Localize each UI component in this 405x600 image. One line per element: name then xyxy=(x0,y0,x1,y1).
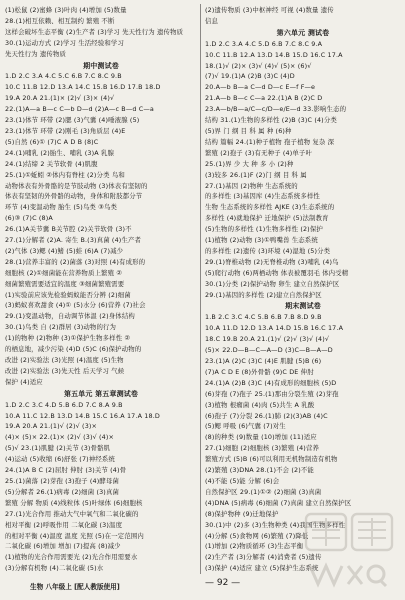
answer-line: 1.D 2.C 3.A 4.C 5.C 6.B 7.C 8.C 9.B xyxy=(5,72,122,81)
answer-line: 18.C 19.B 20.A 21.(1)√ (2)√ (3)√ (4)√ xyxy=(205,335,330,344)
answer-line: 27.(1)光合作用 推动大气中氧气和二氧化碳的 xyxy=(5,509,139,518)
answer-line: (1)实验前应该先检验蚂蚁能否分辨 (2)细菌 xyxy=(5,290,131,299)
answer-line: 1.D 2.C 3.A 4.C 5.D 6.B 7.C 8.C 9.A xyxy=(205,39,323,48)
answer-line: 结构 31.(1)生物的多样性 (2)B (3)C (4)分类 xyxy=(205,116,337,125)
answer-line: 环节 (4)变温动物 胎生 (5)鸟类 ③鸟类 xyxy=(5,203,118,212)
section-heading: 第六单元 测试卷 xyxy=(276,28,330,37)
answer-line: (5)√ 23.(1)肌腱 (2)关节 (3)骨骼肌 xyxy=(5,444,111,453)
answer-line: (1)的物种 (2)物种 (3)①保护生物多样性 ② xyxy=(5,334,131,343)
answer-line: 30.(1)鸟类 自 (2)群居 (3)动物的行为 xyxy=(5,323,117,332)
answer-line: (3)植物 根瘤菌 (4)肉 (5)共生 A 乳酸 xyxy=(205,400,315,409)
answer-line: 27.(1)基因 (2)物种 生态系统的 xyxy=(205,181,298,190)
answer-line: (3)分解有机物 (4)二氧化碳 (5)水 xyxy=(5,564,104,573)
left-column xyxy=(5,5,197,574)
answer-line: 10.A 11.C 12.B 13.D 14.B 15.C 16.A 17.A 18.D xyxy=(5,411,160,420)
answer-line: 29.(1)脊椎动物 (2)无脊椎动物 (3)哺乳 (4)鸟 xyxy=(205,257,339,266)
answer-line: (2)遗传物质 (3)中枢神经 可视 (4)数量 遗传 xyxy=(205,6,334,14)
answer-line: (7)√ 19.(1)A (2)B (3)C (4)D xyxy=(205,72,295,81)
answer-line: 20.A—b B—a C—d D—c E—f F—e xyxy=(205,83,316,92)
answer-line: 22.(1)A—a B—c C—b D—d (2)A—c B—d C—a xyxy=(5,105,154,114)
answer-line: 30.(1)运动方式 (2)学习 生活经验和学习 xyxy=(5,38,125,47)
answer-line: (4)DNA (5)病毒 (6)细菌 (7)真菌 建立自然保护区 xyxy=(205,498,352,507)
answer-line: 1.B 2.C 3.C 4.C 5.B 6.B 7.B 8.D 9.B xyxy=(205,313,322,322)
answer-line: (5)生物的多样性 (1)生物多样性 (2)保护 xyxy=(205,225,323,234)
answer-line: 25.(1)界 少 大 种 多 小 (2)种 xyxy=(205,159,294,168)
answer-line: (4)不能 (5)能 分解 (6)会 xyxy=(205,476,280,485)
answer-line: (2)生产者 (3)分解者 (4)消费者 (5)遗传 xyxy=(205,553,322,562)
answer-line: 21.A—b B—c C—a 22.(1)A B (2)C D xyxy=(205,94,323,103)
right-column xyxy=(205,5,401,574)
answer-line: 18.(1)√ (2)× (3)√ (4)√ (5)× (6)√ xyxy=(205,61,312,70)
answer-line: 1.D 2.C 3.C 4.D 5.B 6.D 7.C 8.A 9.B xyxy=(5,400,123,409)
answer-line: 改进 (2)实验法 (3)先天性 后天学习 气候 xyxy=(5,366,125,375)
answer-line: 26.(1)A关节囊 B关节腔 (2)关节软骨 (3)不 xyxy=(5,225,132,234)
answer-line: (7)A C D E (8)外骨骼 (9)C DE 伸肘 xyxy=(205,367,314,376)
answer-line: (5)× 22.D—B—C—A—D (3)C—B—A—D xyxy=(205,346,333,355)
answer-line: 繁殖方式 (5)B (6)可以利用无机物制造有机物 xyxy=(205,455,338,464)
answer-line: (1)松鼠 (2)蜜蜂 (3)叶肉 (4)增加 (5)数量 xyxy=(5,6,127,14)
section-heading: 期中测试卷 xyxy=(83,61,119,70)
answer-line: (5)鳃 呼吸 (6)气囊 (7)对生 xyxy=(205,422,286,431)
answer-line: 繁殖 (2)孢子 (3)有无种子 (4)单子叶 xyxy=(205,148,312,157)
section-heading: 期末测试卷 xyxy=(285,302,321,311)
answer-line: (6)③ (7)C (8)A xyxy=(5,214,53,223)
answer-line: (1)增加 (2)物质循环 (3)生态平衡 xyxy=(205,542,304,551)
answer-line: 19.A 20.A 21.(1)√ (2)√ (3)× xyxy=(5,422,98,431)
answer-line: 信息 xyxy=(205,16,219,25)
answer-line: 的相对平衡 (4)温度 温度 光照 (5)在一定范围内 xyxy=(5,531,144,540)
answer-line: (1)植物的光合作用需要光 (2)光合作用需要水 xyxy=(5,553,138,562)
answer-line: 的栖息地，减少污染 (4)D (5)C (6)保护动物的 xyxy=(5,345,142,354)
answer-line: 24.(1)哺乳 (2)胎生、哺乳 (3)A 乳腺 xyxy=(5,148,115,157)
answer-line: 30.(1)分类 (2)保护动物 卵生 建立自然保护区 xyxy=(205,279,340,288)
answer-line: (4)运动 (5)收缩 (6)舒张 (7)神经系统 xyxy=(5,455,115,464)
answer-line: (5)界 门 纲 目 科 属 种 (6)种 xyxy=(205,126,292,135)
answer-line: 动物体表有外骨骼的是节肢动物 (3)体表有坚韧的 xyxy=(5,181,148,190)
page-number: — 92 — xyxy=(205,578,241,588)
answer-line: (5)自然 (6)① (7)C A D B (8)C xyxy=(5,137,99,146)
answer-line: 10.C 11.B 12.D 13.A 14.C 15.B 16.D 17.B 18.D xyxy=(5,83,161,92)
answer-line: (2)气体 (3)鳃 (4)鳍 (5)蛙 (6)A (7)减少 xyxy=(5,246,124,255)
answer-line: 相对平衡 (2)呼吸作用 二氧化碳 (3)温度 xyxy=(5,520,123,529)
answer-line: 的多样性 (2)遗传 (3)环境 (4)湿地 (5)分类 xyxy=(205,246,331,255)
answer-line: 23.A—b/B—a/C—c/D—e/E—d 33.影响生态的 xyxy=(205,105,347,114)
answer-line: (3)蚂蚁喜欢甜食 (4)① (5)水分 (6)营养 (7)社会 xyxy=(5,301,146,310)
answer-line: 体表有坚韧的外骨骼的动物，身体和附肢都分节 xyxy=(5,192,143,201)
answer-line: 自然保护区 29.(1)①② (2)细菌 (3)真菌 xyxy=(205,487,322,496)
answer-line: (3)保护 (4)适应 建立 (5)保护生态系统 xyxy=(205,564,319,573)
answer-line: 23.(1)体节 环带 (2)腮 (3)气囊 (4)唾液腺 (5) xyxy=(5,116,140,125)
answer-line: 10.A 11.D 12.D 13.A 14.D 15.B 16.C 17.A xyxy=(205,324,344,333)
answer-line: 改进 (2)实验法 (3)光照 (4)温度 (5)生物 xyxy=(5,356,124,364)
answer-line: 19.A 20.A 21.(1)× (2)√ (3)× (4)√ xyxy=(5,94,115,103)
answer-line: 繁殖 分解 物质 (4)线粒体 (5)叶绿体 (6)细胞核 xyxy=(5,498,143,507)
answer-line: 24.(1)结缔 2 关节软骨 (4)肌腹 xyxy=(5,159,98,168)
answer-line: (6)芽孢 (7)孢子 25.(1)那由分裂生殖 (2)芽孢 xyxy=(205,389,339,398)
column-divider xyxy=(200,4,201,574)
answer-line: (6)孢子 (7)分裂 26.(1)肺 (2)(3)AB (4)C xyxy=(205,411,328,420)
answer-line: 细胞核 (2)①细菌能在营养物质上繁殖 ② xyxy=(5,268,123,277)
answer-line: (8)保护物种 (9)迁地保护 xyxy=(205,509,279,518)
section-heading: 第五单元 第五章测试卷 xyxy=(63,389,139,398)
answer-line: (1)植物 (2)动物 (3)①鸭嘴兽 生态系统 xyxy=(205,236,318,245)
answer-line: 30.(1)中 (2)多 (3)生物种类 (4)我国生物多样性 xyxy=(205,520,346,529)
answer-line: (4)× (5)× 22.(1)× (2)√ (3)√ (4)× xyxy=(5,433,114,442)
answer-line: (4)分解 (5)食物网 (6)繁殖 (7)降低 xyxy=(205,531,309,540)
answer-line: 这样会破坏生态平衡 (2)生产者 (3)学习 先天性行为 遗传物质 xyxy=(5,27,184,36)
answer-line: 27.(1)细胞 (2)细胞核 (3)繁殖 (4)营养 xyxy=(205,444,320,453)
answer-line: 结构 篇幅 24.(1)种子植物 孢子植物 复杂 深 xyxy=(205,137,335,146)
answer-line: 的多样性 (3)基因库 (4)生态系统多样性 xyxy=(205,192,320,201)
watermark-logo xyxy=(300,510,400,598)
answer-line: 28.(1)营养丰富的 (2)菌落 (3)对照 (4)有成形的 xyxy=(5,257,146,266)
answer-line: 27.(1)分解者 (2)A. 寄生 B.(3)真菌 (4)生产者 xyxy=(5,236,142,245)
answer-line: 23.(1)A (2)C (3)C (4)E 肌腱 (5)B (6) xyxy=(205,357,322,365)
answer-line: (3)较多 26.(1)F (2)门 纲 目 科 属 xyxy=(205,170,307,179)
answer-line: (2)繁殖 (3)DNA 28.(1)不会 (2)不能 xyxy=(205,466,314,475)
answer-line: 25.(1)①蚯蚓 ②体内有脊柱 (2)分类 鸟和 xyxy=(5,170,125,179)
answer-line: 生物 生态系统的多样性 AJKE (3)生态系统的 xyxy=(205,203,335,212)
subject-grade-label: 生物 八年级上 [配人教版使用] xyxy=(30,583,120,591)
answer-line: 29.(1)基因的多样性 (2)建立自然保护区 xyxy=(205,290,322,299)
answer-line: 24.(1)A B C (2)屈肘 伸肘 (3)关节 (4)骨 xyxy=(5,466,127,475)
answer-line: (8)的种类 (9)数量 (10)增加 (11)适应 xyxy=(205,433,317,442)
answer-line: 24.(1)A (2)B (3)C (4)有成形的细胞核 (5)D xyxy=(205,378,337,387)
answer-line: 23.(1)体节 环带 (2)刚毛 (3)角质层 (4)E xyxy=(5,126,126,135)
answer-line: (5)爬行动物 (6)两栖动物 体表被覆羽毛 体内受精 xyxy=(205,268,349,277)
answer-line: 29.(1)变温动物，自动调节体温 (2)身体结构 xyxy=(5,312,135,321)
answer-line: 细菌繁殖需要适宜的温度 ③细菌繁殖需要 xyxy=(5,279,125,288)
answer-line: 多样性 (4)就地保护 迁地保护 (5)法制教育 xyxy=(205,214,329,223)
answer-line: 25.(1)菌落 (2)芽孢 (3)孢子 (4)酵母菌 xyxy=(5,476,120,485)
answer-line: 先天性行为 遗传物质 xyxy=(5,49,67,58)
answer-line: 二氧化碳 (6)增加 增加 (7)提高 (8)减少 xyxy=(5,542,121,551)
answer-line: 10.C 11.B 12.A 13.D 14.B 15.D 16.C 17.A xyxy=(205,50,343,59)
answer-line: 保护 (4)适应 xyxy=(5,377,43,386)
answer-line: (5)分解者 26.(1)病毒 (2)细菌 (3)真菌 xyxy=(5,487,120,496)
answer-line: 28.(1)相互依赖、相互制约 繁殖 不断 xyxy=(5,16,115,25)
